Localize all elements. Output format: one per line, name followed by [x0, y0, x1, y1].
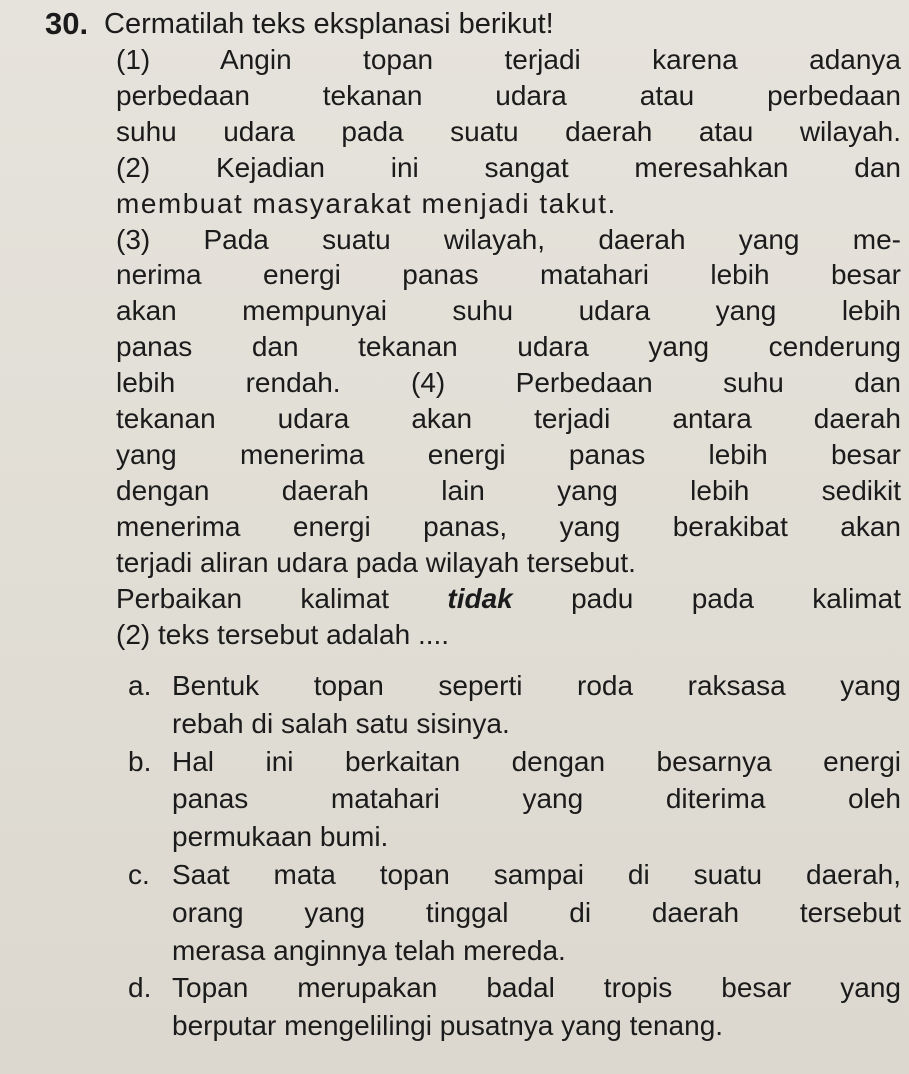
passage-line: yang menerima energi panas lebih besar — [116, 438, 901, 470]
question-title: Cermatilah teks eksplanasi berikut! — [104, 8, 554, 40]
question-prompt-line2: (2) teks tersebut adalah .... — [116, 618, 450, 650]
prompt-text-after: padu pada kalimat — [512, 582, 901, 614]
option-d[interactable] — [128, 969, 901, 1045]
option-c[interactable] — [128, 856, 901, 969]
prompt-emphasis: tidak — [447, 582, 513, 614]
passage-line: akan mempunyai suhu udara yang lebih — [116, 295, 901, 327]
option-letter: c. — [128, 858, 150, 890]
option-text-line: berputar mengelilingi pusatnya yang tenang. — [172, 1010, 724, 1042]
passage — [116, 42, 901, 652]
option-text-line: Bentuk topan seperti roda raksasa yang — [172, 670, 901, 701]
option-text-line: orang yang tinggal di daerah tersebut — [172, 896, 901, 928]
option-b[interactable] — [128, 743, 901, 856]
passage-line: (1) Angin topan terjadi karena adanya — [116, 44, 901, 75]
passage-line: terjadi aliran udara pada wilayah tersebut. — [116, 546, 636, 578]
passage-line: menerima energi panas, yang berakibat akan — [116, 510, 901, 542]
passage-line: tekanan udara akan terjadi antara daerah — [116, 403, 901, 435]
option-text-line: Topan merupakan badal tropis besar yang — [172, 972, 901, 1004]
option-letter: b. — [128, 745, 152, 777]
passage-line: suhu udara pada suatu daerah atau wilayah. — [116, 115, 901, 147]
option-a[interactable] — [128, 667, 901, 743]
passage-line: dengan daerah lain yang lebih sedikit — [116, 474, 901, 506]
passage-line: (3) Pada suatu wilayah, daerah yang me- — [116, 223, 901, 255]
prompt-text-before: Perbaikan kalimat — [116, 582, 448, 614]
passage-line: panas dan tekanan udara yang cenderung — [116, 331, 901, 363]
option-text-line: merasa anginnya telah mereda. — [172, 934, 566, 966]
option-letter: a. — [128, 670, 152, 701]
question-number: 30. — [45, 6, 89, 41]
passage-line: (2) Kejadian ini sangat meresahkan dan — [116, 151, 901, 183]
passage-line: perbedaan tekanan udara atau perbedaan — [116, 79, 901, 111]
answer-options — [128, 667, 901, 1045]
option-text-line: Hal ini berkaitan dengan besarnya energi — [172, 745, 901, 777]
passage-line: nerima energi panas matahari lebih besar — [116, 259, 901, 291]
option-text-line: Saat mata topan sampai di suatu daerah, — [172, 858, 901, 890]
passage-line: lebih rendah. (4) Perbedaan suhu dan — [116, 367, 901, 399]
option-letter: d. — [128, 972, 152, 1004]
option-text-line: panas matahari yang diterima oleh — [172, 783, 901, 815]
question-prompt — [116, 581, 901, 617]
option-text-line: permukaan bumi. — [172, 821, 389, 853]
option-text-line: rebah di salah satu sisinya. — [172, 707, 510, 739]
passage-line: membuat masyarakat menjadi takut. — [116, 187, 617, 219]
